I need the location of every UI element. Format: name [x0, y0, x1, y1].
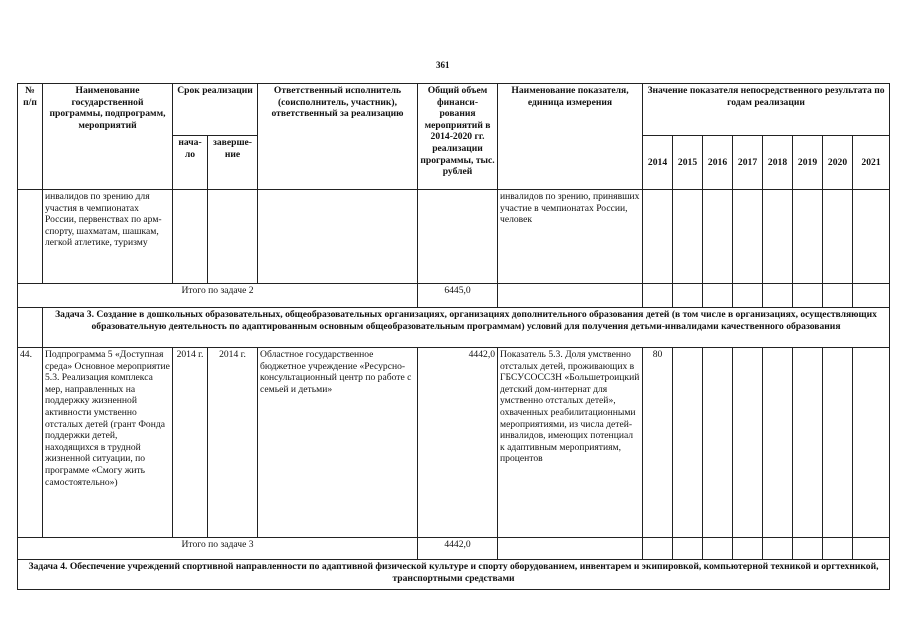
- cell-2021: [853, 348, 890, 538]
- cell-indicator: инвалидов по зрению, принявших участие в чемпионатах России, человек: [498, 190, 643, 284]
- cell-2016: [703, 538, 733, 560]
- header-indicator: Наименование показателя, единица измерения: [498, 84, 643, 190]
- task3-heading: Задача 3. Создание в дошкольных образовательных, общеобразовательных организациях, организациях дополнительного образования детей (в том числе в организациях, осуществляющих образовательную деятельность по адаптированным основным общеобразовательным программам) условий для получения детьми-инвалидами качественного образования: [43, 308, 890, 348]
- header-term: Срок реализации: [173, 84, 258, 136]
- table-row: [18, 190, 890, 284]
- year-2017: 2017: [733, 136, 763, 190]
- cell-no: [18, 190, 43, 284]
- cell-2018: [763, 348, 793, 538]
- page-number: 361: [436, 60, 450, 70]
- cell-executor: [258, 190, 418, 284]
- cell-2017: [733, 284, 763, 308]
- year-2021: 2021: [853, 136, 890, 190]
- cell-2014: [643, 190, 673, 284]
- cell-2018: [763, 284, 793, 308]
- cell-no: 44.: [18, 348, 43, 538]
- header-values: Значение показателя непосредственного результата по годам реализации: [643, 84, 890, 136]
- total-row-task3: [18, 538, 890, 560]
- cell-2019: [793, 190, 823, 284]
- year-2020: 2020: [823, 136, 853, 190]
- year-2019: 2019: [793, 136, 823, 190]
- cell-2020: [823, 348, 853, 538]
- cell-2014: [643, 538, 673, 560]
- cell-2016: [703, 284, 733, 308]
- task-heading-row: [18, 560, 890, 590]
- cell-name: инвалидов по зрению для участия в чемпионатах России, первенствах по арм-спорту, шахматам, шашкам, легкой атлетике, туризму: [43, 190, 173, 284]
- cell-start: [173, 190, 208, 284]
- cell-indicator: [498, 284, 643, 308]
- cell-2015: [673, 348, 703, 538]
- cell-2019: [793, 284, 823, 308]
- cell-executor: Областное государственное бюджетное учреждение «Ресурсно-консультационный центр по работе с семьей и детьми»: [258, 348, 418, 538]
- cell-2020: [823, 190, 853, 284]
- cell-2015: [673, 190, 703, 284]
- cell-2020: [823, 538, 853, 560]
- header-volume: Общий объем финанси-рования мероприятий в 2014-2020 гг. реализации программы, тыс. рублей: [418, 84, 498, 190]
- table-row: [18, 348, 890, 538]
- cell-2019: [793, 348, 823, 538]
- task4-heading: Задача 4. Обеспечение учреждений спортивной направленности по адаптивной физической культуре и спорту оборудованием, инвентарем и экипировкой, компьютерной техникой и оргтехникой, транспортными средствами: [18, 560, 890, 590]
- cell-volume: [418, 190, 498, 284]
- cell-no: [18, 308, 43, 348]
- cell-2021: [853, 538, 890, 560]
- cell-2017: [733, 348, 763, 538]
- year-2014: 2014: [643, 136, 673, 190]
- header-end: заверше-ние: [208, 136, 258, 190]
- cell-2017: [733, 190, 763, 284]
- cell-2016: [703, 348, 733, 538]
- cell-2017: [733, 538, 763, 560]
- cell-volume: 4442,0: [418, 348, 498, 538]
- cell-2018: [763, 190, 793, 284]
- cell-name: Подпрограмма 5 «Доступная среда» Основное мероприятие 5.3. Реализация комплекса мер, направленных на поддержку жизненной активности умственно отсталых детей (грант Фонда поддержки детей, находящихся в трудной жизненной ситуации, по программе «Смогу жить самостоятельно»): [43, 348, 173, 538]
- header-row: [18, 84, 890, 136]
- header-no: № п/п: [18, 84, 43, 190]
- cell-2021: [853, 284, 890, 308]
- cell-2014: 80: [643, 348, 673, 538]
- task-heading-row: [18, 308, 890, 348]
- cell-2018: [763, 538, 793, 560]
- cell-2019: [793, 538, 823, 560]
- cell-2015: [673, 538, 703, 560]
- year-2015: 2015: [673, 136, 703, 190]
- header-start: нача-ло: [173, 136, 208, 190]
- program-table: [17, 83, 890, 590]
- header-executor: Ответственный исполнитель (соисполнитель, участник), ответственный за реализацию: [258, 84, 418, 190]
- cell-end: 2014 г.: [208, 348, 258, 538]
- year-2018: 2018: [763, 136, 793, 190]
- total-value: 4442,0: [418, 538, 498, 560]
- cell-2014: [643, 284, 673, 308]
- total-label: Итого по задаче 3: [18, 538, 418, 560]
- header-name: Наименование государственной программы, подпрограмм, мероприятий: [43, 84, 173, 190]
- cell-indicator: [498, 538, 643, 560]
- total-label: Итого по задаче 2: [18, 284, 418, 308]
- cell-2020: [823, 284, 853, 308]
- cell-2015: [673, 284, 703, 308]
- cell-2021: [853, 190, 890, 284]
- cell-indicator: Показатель 5.3. Доля умственно отсталых детей, проживающих в ГБСУСОССЗН «Большетроицкий детский дом-интернат для умственно отсталых детей», охваченных реабилитационными мероприятиями, из числа детей-инвалидов, имеющих потенциал к адаптивным мероприятиям, процентов: [498, 348, 643, 538]
- year-2016: 2016: [703, 136, 733, 190]
- cell-2016: [703, 190, 733, 284]
- cell-start: 2014 г.: [173, 348, 208, 538]
- total-value: 6445,0: [418, 284, 498, 308]
- cell-end: [208, 190, 258, 284]
- total-row-task2: [18, 284, 890, 308]
